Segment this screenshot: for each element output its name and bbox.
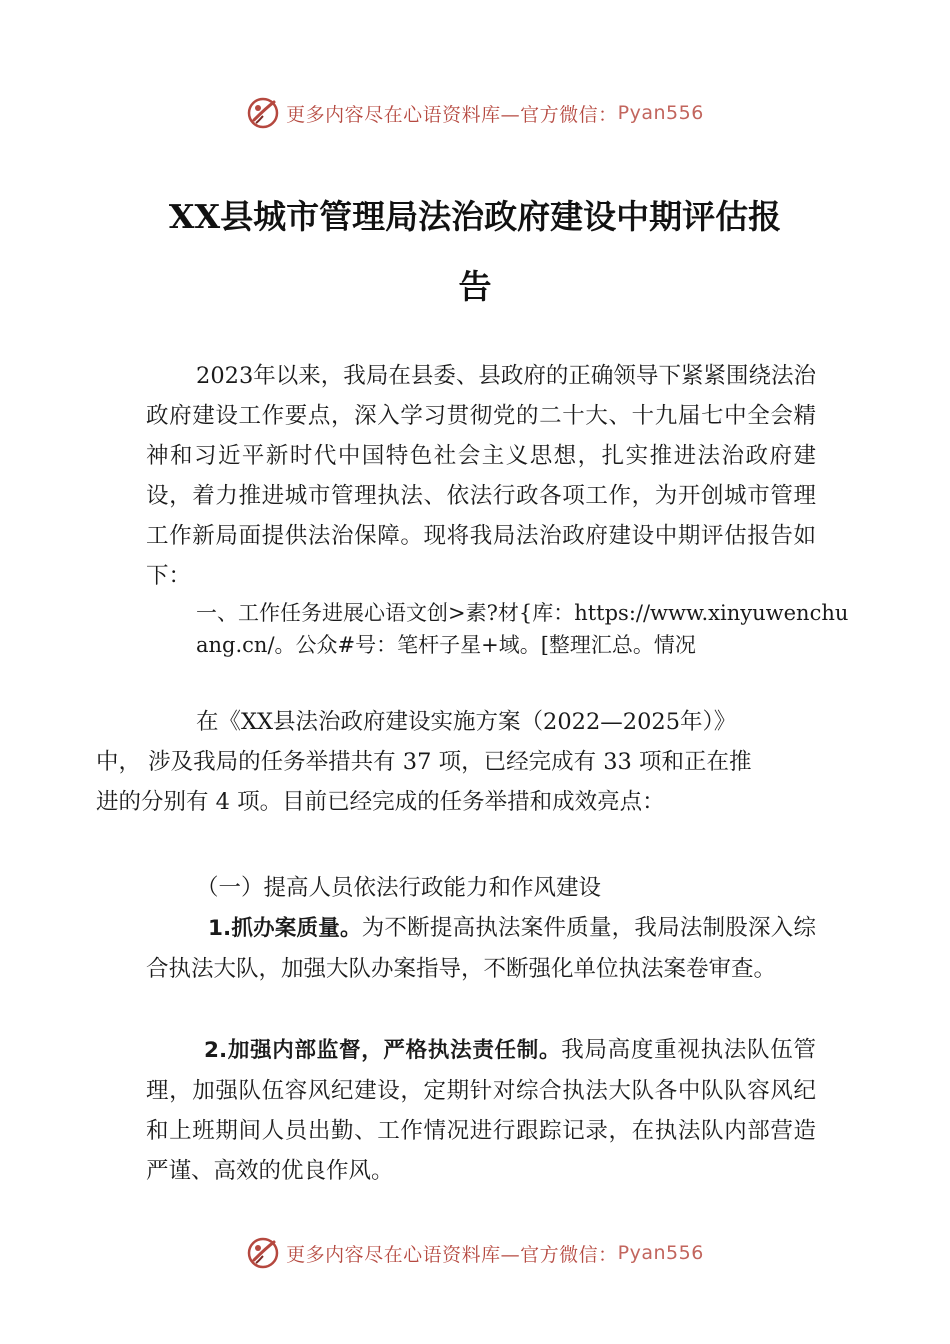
intro-paragraph: 2023年以来，我局在县委、县政府的正确领导下紧紧围绕法治政府建设工作要点，深入学习贯彻党的二十大、十九届七中全会精神和习近平新时代中国特色社会主义思想，扎实推进法治政府建设，着力推进城市管理执法、依法行政各项工作，为开创城市管理工作新局面提供法治保障。现将我局法治政府建设中期评估报告如下： [146,363,816,589]
progress-paragraph [96,702,816,822]
footer-banner [0,1228,950,1278]
wechat-id: Pyan556 [617,1242,704,1264]
progress-line-2: 中， 涉及我局的任务举措共有 37 项，已经完成有 33 项和正在推 [96,749,752,775]
progress-line-1: 在《XX县法治政府建设实施方案（2022—2025年）》 [196,709,737,735]
item-2-body: 我局高度重视执法队伍管理，加强队伍容风纪建设，定期针对综合执法大队各中队队容风纪和上班期间人员出勤、工作情况进行跟踪记录，在执法队内部营造严谨、高效的优良作风。 [146,1037,816,1184]
header-banner [0,88,950,138]
banner-text: 更多内容尽在心语资料库—官方微信： [286,103,618,126]
banner-text: 更多内容尽在心语资料库—官方微信： [286,1243,618,1266]
title-line-2: 告 [458,267,492,306]
item-1-paragraph [146,908,816,989]
brush-logo-icon [246,96,280,130]
item-2-lead: 2.加强内部监督，严格执法责任制。 [204,1038,562,1063]
progress-line-3: 进的分别有 4 项。目前已经完成的任务举措和成效亮点： [96,789,665,815]
item-1-body: 为不断提高执法案件质量，我局法制股深入综合执法大队，加强大队办案指导，不断强化单位执法案卷审查。 [146,915,816,982]
item-2-paragraph [146,1030,816,1191]
section-1-heading: 一、工作任务进展心语文创>素?材{库：https://www.xinyuwenchuang.cn/。公众#号：笔杆子星+域。[整理汇总。情况 [196,601,849,657]
title-line-1: XX县城市管理局法治政府建设中期评估报 [168,197,782,236]
subsection-1-heading: （一）提高人员依法行政能力和作风建设 [196,875,602,901]
item-1-lead: 1.抓办案质量。 [208,916,362,941]
document-title [130,182,820,322]
wechat-id: Pyan556 [617,102,704,124]
brush-logo-icon [246,1236,280,1270]
